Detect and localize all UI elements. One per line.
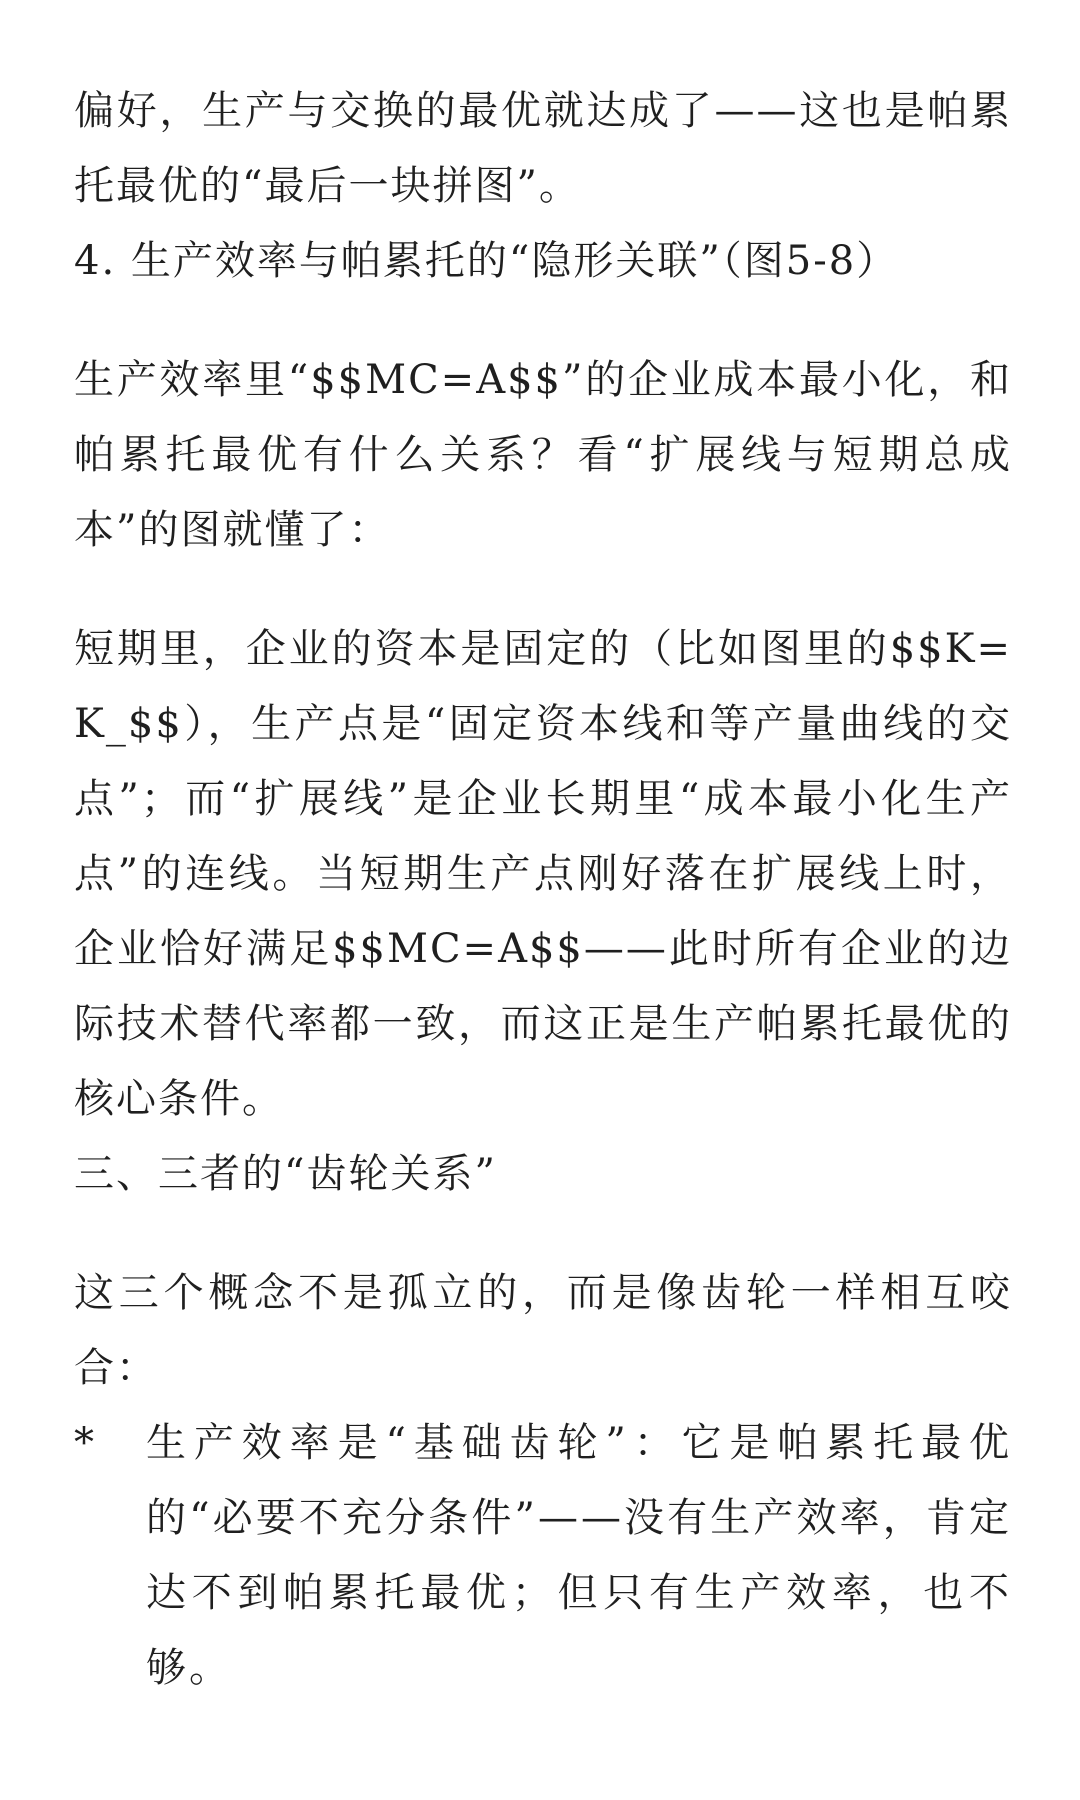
article-body [74,74,1012,1706]
paragraph-gear-intro: 这三个概念不是孤立的，而是像齿轮一样相互咬合： [74,1270,1012,1391]
bullet-text: 生产效率是“基础齿轮”：它是帕累托最优的“必要不充分条件”——没有生产效率，肯定达不到帕累托最优；但只有生产效率，也不够。 [146,1420,1012,1691]
section-heading-4: 4. 生产效率与帕累托的“隐形关联”（图5-8） [74,238,899,284]
list-item [74,1406,1012,1706]
paragraph-pareto-final-piece: 偏好，生产与交换的最优就达成了——这也是帕累托最优的“最后一块拼图”。 [74,88,1012,209]
paragraph-mc-question: 生产效率里“$$MC=A$$”的企业成本最小化，和帕累托最优有什么关系？看“扩展线与短期总成本”的图就懂了： [74,357,1012,553]
bullet-asterisk-icon: * [74,1420,94,1466]
section-heading-3: 三、三者的“齿轮关系” [74,1151,497,1197]
gear-bullet-list [74,1406,1012,1706]
paragraph-short-run-explanation: 短期里，企业的资本是固定的（比如图里的$$K=K_$$），生产点是“固定资本线和等产量曲线的交点”；而“扩展线”是企业长期里“成本最小化生产点”的连线。当短期生产点刚好落在扩展线上时，企业恰好满足$$MC=A$$——此时所有企业的边际技术替代率都一致，而这正是生产帕累托最优的核心条件。 [74,626,1012,1122]
